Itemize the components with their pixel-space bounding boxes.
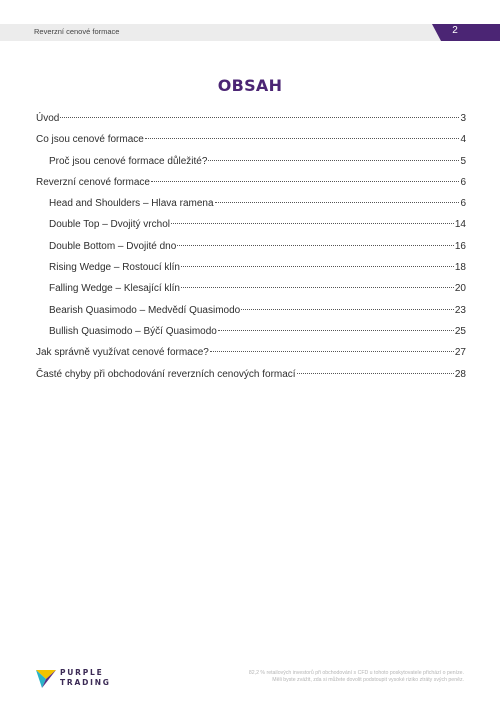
toc-entry[interactable]: [36, 305, 466, 326]
toc-entry-page: 4: [460, 134, 466, 146]
logo-text-line2: TRADING: [60, 678, 111, 687]
toc-entry[interactable]: [36, 262, 466, 283]
toc-dot-leader: [171, 222, 454, 224]
toc-dot-leader: [297, 372, 454, 374]
toc-entry[interactable]: [36, 326, 466, 347]
toc-dot-leader: [181, 265, 454, 267]
toc-entry-title: Falling Wedge – Klesající klín: [49, 283, 180, 295]
toc-entry-title: Časté chyby při obchodování reverzních cenových formací: [36, 368, 296, 380]
toc-entry-title: Reverzní cenové formace: [36, 176, 150, 188]
toc-dot-leader: [177, 244, 454, 246]
page-number: 2: [452, 25, 458, 36]
toc-entry[interactable]: [36, 369, 466, 390]
toc-heading: OBSAH: [217, 76, 283, 95]
toc-entry[interactable]: [36, 241, 466, 262]
toc-entry[interactable]: [36, 177, 466, 198]
toc-entry-title: Double Top – Dvojitý vrchol: [49, 219, 170, 231]
toc-dot-leader: [241, 308, 454, 310]
toc-entry-title: Rising Wedge – Rostoucí klín: [49, 262, 180, 274]
toc-entry-page: 16: [454, 240, 466, 252]
toc-entry-page: 28: [454, 368, 466, 380]
toc-entry-title: Bearish Quasimodo – Medvědí Quasimodo: [49, 304, 241, 316]
table-of-contents: [36, 113, 466, 390]
toc-dot-leader: [181, 286, 454, 288]
purple-trading-logo: [36, 668, 126, 692]
header-section-title: Reverzní cenové formace: [34, 27, 120, 36]
toc-entry-page: 20: [454, 283, 466, 295]
toc-entry-title: Double Bottom – Dvojité dno: [49, 240, 177, 252]
toc-entry-title: Jak správně využívat cenové formace?: [36, 347, 209, 359]
toc-entry[interactable]: [36, 219, 466, 240]
toc-entry-title: Bullish Quasimodo – Býčí Quasimodo: [49, 325, 217, 337]
toc-dot-leader: [208, 159, 459, 161]
toc-entry-title: Co jsou cenové formace: [36, 134, 144, 146]
toc-entry[interactable]: [36, 283, 466, 304]
toc-dot-leader: [210, 350, 454, 352]
toc-entry[interactable]: [36, 198, 466, 219]
toc-entry-page: 6: [460, 176, 466, 188]
toc-entry-page: 14: [454, 219, 466, 231]
toc-dot-leader: [218, 329, 454, 331]
toc-entry-title: Úvod: [36, 113, 60, 124]
disclaimer-line-1: 82,2 % retailových investorů při obchodování s CFD u tohoto poskytovatele přichází o peníze.: [248, 670, 464, 676]
toc-entry[interactable]: [36, 156, 466, 177]
toc-dot-leader: [145, 137, 460, 139]
toc-entry-page: 6: [460, 198, 466, 210]
logo-mark-icon: [36, 670, 56, 688]
toc-entry-page: 18: [454, 262, 466, 274]
toc-dot-leader: [60, 116, 459, 118]
toc-entry[interactable]: [36, 113, 466, 134]
page-number-tab: [428, 24, 500, 41]
toc-entry-page: 3: [460, 113, 466, 124]
disclaimer-line-2: Měli byste zvážit, zda si můžete dovolit podstoupit vysoké riziko ztráty svých peněz.: [272, 677, 464, 683]
toc-entry-page: 23: [454, 304, 466, 316]
risk-disclaimer: [190, 670, 464, 684]
toc-dot-leader: [151, 180, 459, 182]
toc-entry-title: Proč jsou cenové formace důležité?: [49, 155, 208, 167]
toc-entry-page: 5: [460, 155, 466, 167]
toc-entry-title: Head and Shoulders – Hlava ramena: [49, 198, 214, 210]
logo-text-line1: PURPLE: [60, 668, 104, 677]
toc-dot-leader: [215, 201, 460, 203]
toc-entry[interactable]: [36, 347, 466, 368]
toc-entry-page: 25: [454, 325, 466, 337]
toc-entry[interactable]: [36, 134, 466, 155]
toc-entry-page: 27: [454, 347, 466, 359]
